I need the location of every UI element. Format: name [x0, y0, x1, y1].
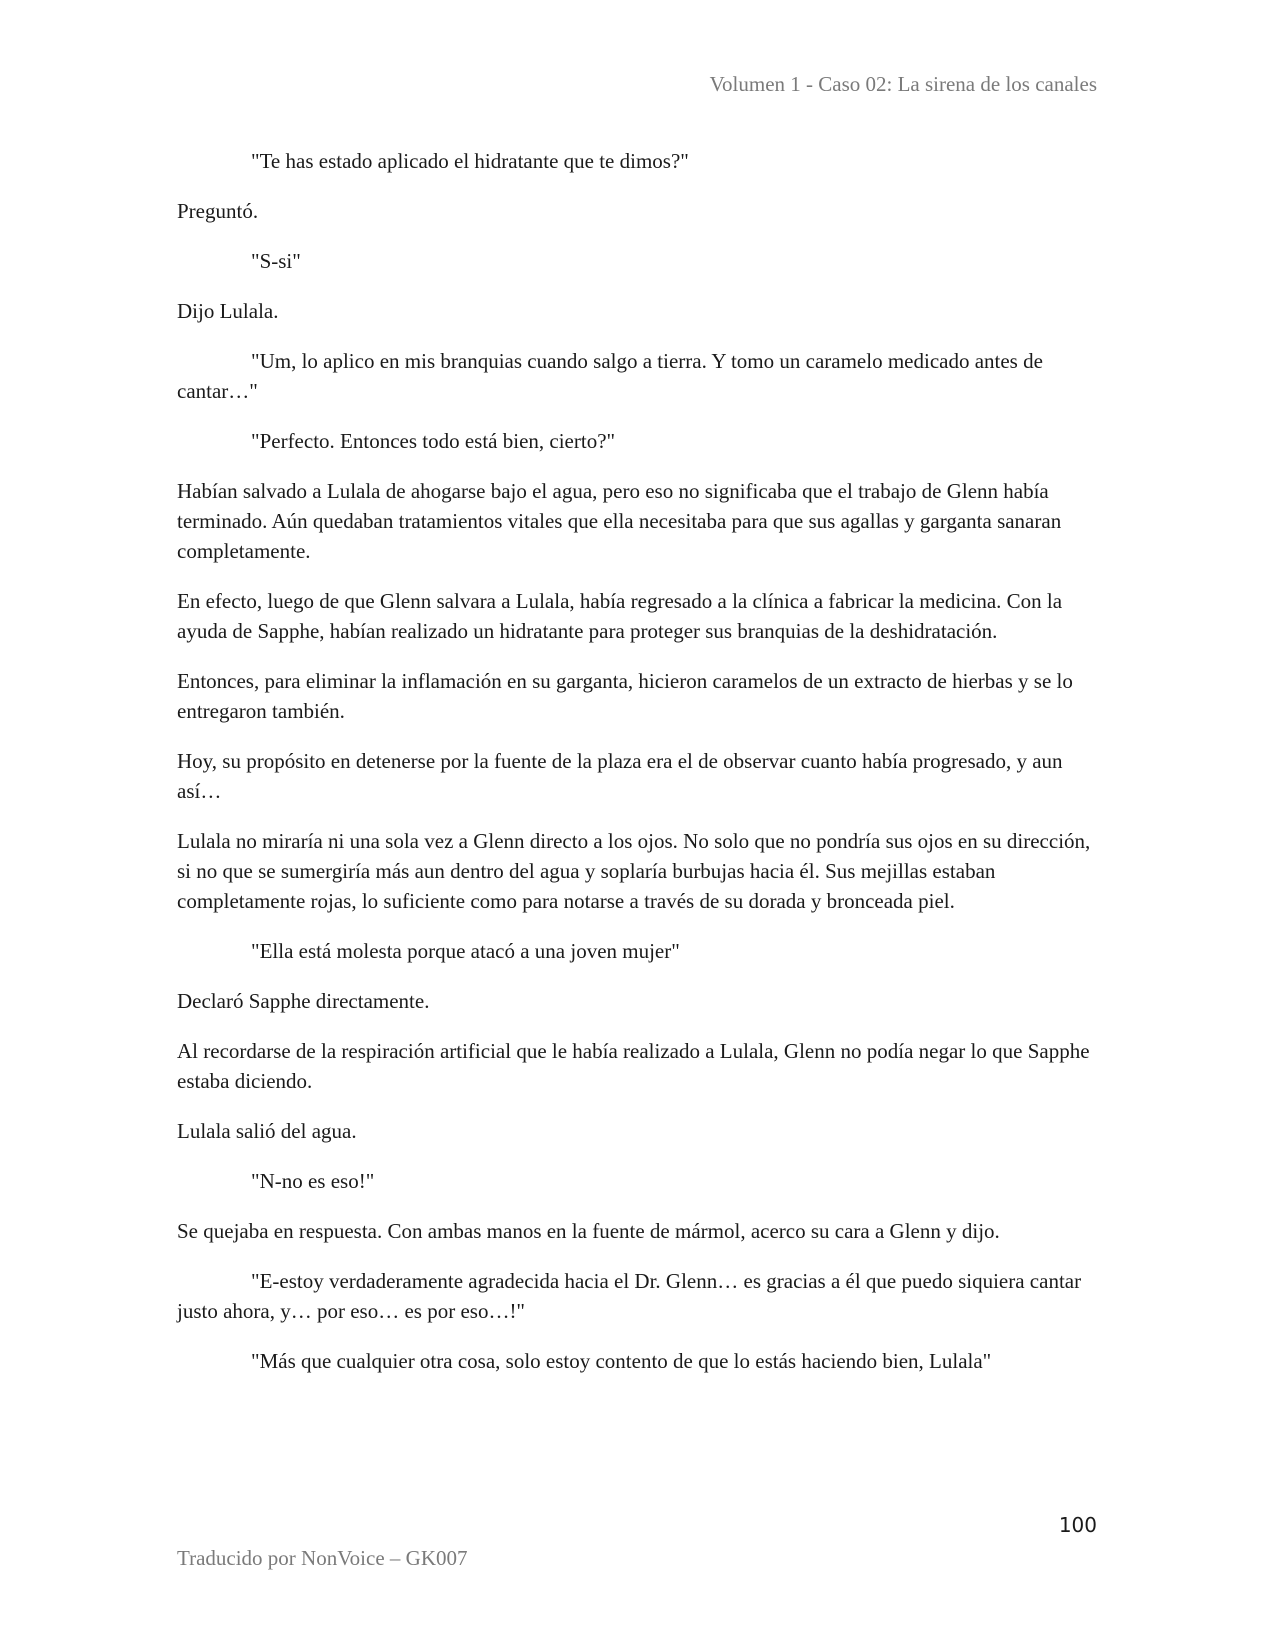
dialogue-paragraph: "S-si"	[251, 249, 301, 273]
narration-paragraph: Habían salvado a Lulala de ahogarse bajo el agua, pero eso no significaba que el trabajo de Glenn había terminado. Aún quedaban tratamientos vitales que ella necesitaba para que sus agallas y garganta sanaran completamente.	[177, 479, 1062, 563]
narration-paragraph: Lulala no miraría ni una sola vez a Glenn directo a los ojos. No solo que no pondría sus ojos en su dirección, si no que se sumergiría más aun dentro del agua y soplaría burbujas hacia él. Sus mejillas estaban completamente rojas, lo suficiente como para notarse a través de su dorada y bronceada piel.	[177, 829, 1091, 913]
narration-paragraph: Declaró Sapphe directamente.	[177, 989, 430, 1013]
page-number: 100	[1058, 1513, 1097, 1537]
running-header: Volumen 1 - Caso 02: La sirena de los canales	[709, 72, 1097, 96]
translator-credit: Traducido por NonVoice – GK007	[177, 1546, 468, 1570]
narration-paragraph: Se quejaba en respuesta. Con ambas manos en la fuente de mármol, acerco su cara a Glenn y dijo.	[177, 1219, 1000, 1243]
dialogue-paragraph: "Más que cualquier otra cosa, solo estoy contento de que lo estás haciendo bien, Lulala"	[251, 1349, 992, 1373]
dialogue-paragraph: "N-no es eso!"	[251, 1169, 375, 1193]
dialogue-paragraph: "E-estoy verdaderamente agradecida hacia el Dr. Glenn… es gracias a él que puedo siquiera cantar justo ahora, y… por eso… es por eso…!"	[177, 1269, 1082, 1323]
narration-paragraph: Lulala salió del agua.	[177, 1119, 357, 1143]
narration-paragraph: Hoy, su propósito en detenerse por la fuente de la plaza era el de observar cuanto había progresado, y aun así…	[177, 749, 1063, 803]
narration-paragraph: Entonces, para eliminar la inflamación en su garganta, hicieron caramelos de un extracto de hierbas y se lo entregaron también.	[177, 669, 1073, 723]
dialogue-paragraph: "Perfecto. Entonces todo está bien, cierto?"	[251, 429, 616, 453]
dialogue-paragraph: "Te has estado aplicado el hidratante que te dimos?"	[251, 149, 689, 173]
narration-paragraph: Dijo Lulala.	[177, 299, 279, 323]
body-text	[177, 146, 1097, 1396]
dialogue-paragraph: "Um, lo aplico en mis branquias cuando salgo a tierra. Y tomo un caramelo medicado antes de cantar…"	[177, 349, 1043, 403]
narration-paragraph: Preguntó.	[177, 199, 259, 223]
dialogue-paragraph: "Ella está molesta porque atacó a una joven mujer"	[251, 939, 680, 963]
narration-paragraph: En efecto, luego de que Glenn salvara a Lulala, había regresado a la clínica a fabricar la medicina. Con la ayuda de Sapphe, habían realizado un hidratante para proteger sus branquias de la deshidratación.	[177, 589, 1063, 643]
narration-paragraph: Al recordarse de la respiración artificial que le había realizado a Lulala, Glenn no podía negar lo que Sapphe estaba diciendo.	[177, 1039, 1090, 1093]
